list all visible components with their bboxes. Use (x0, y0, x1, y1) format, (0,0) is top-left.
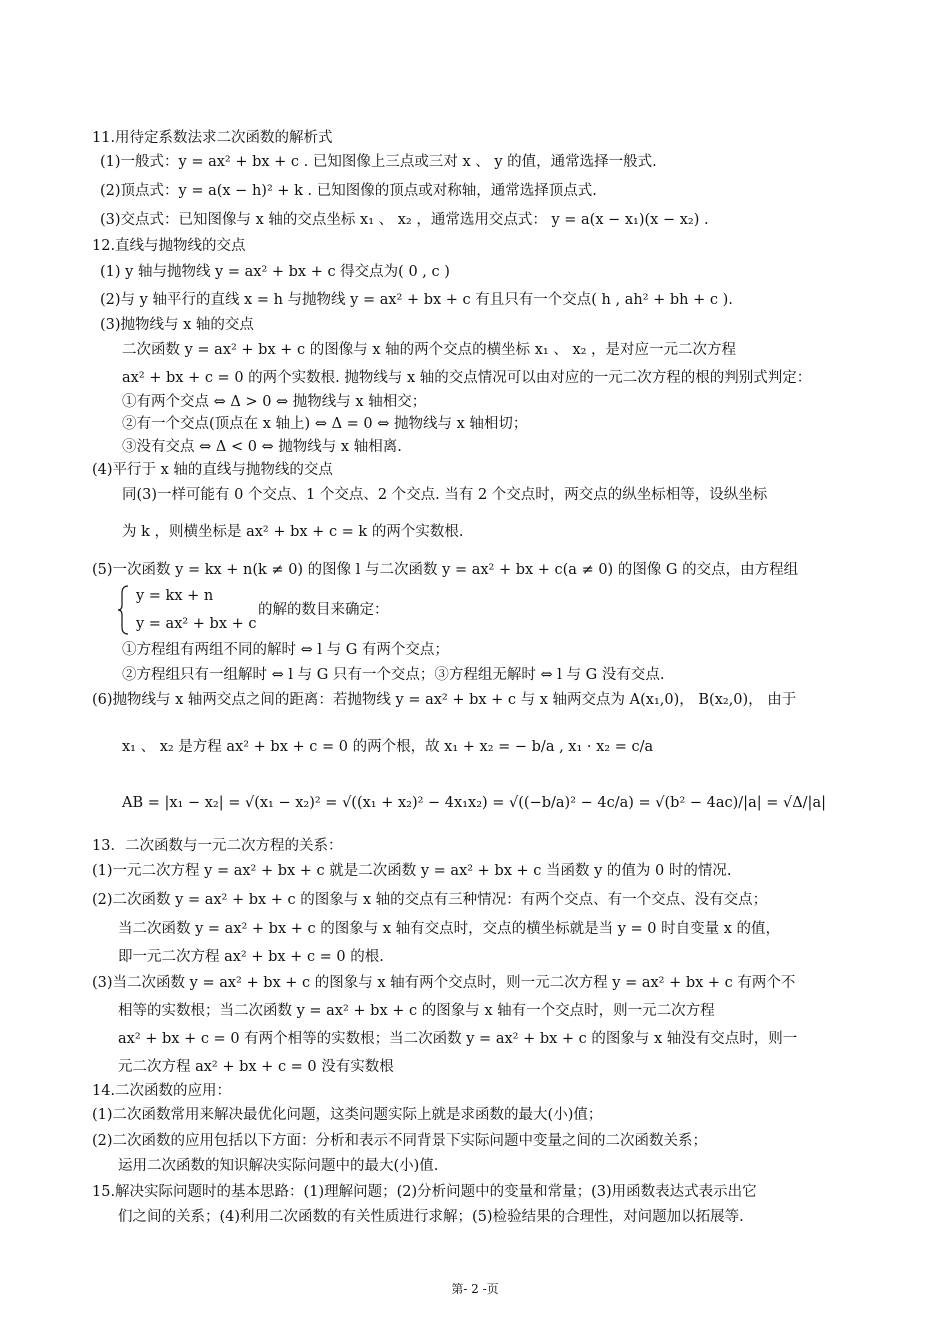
text-line-s12-6b: AB = |x₁ − x₂| = √(x₁ − x₂)² = √((x₁ + x₂)² − 4x₁x₂) = √((−b/a)² − 4c/a) = √(b² − 4ac)/|a| = √Δ/|a| (122, 795, 826, 811)
text-line-s12-4a: 同(3)一样可能有 0 个交点、1 个交点、2 个交点. 当有 2 个交点时，两交点的纵坐标相等，设纵坐标 (122, 487, 768, 503)
text-line-s13-3a: 相等的实数根；当二次函数 y = ax² + bx + c 的图象与 x 轴有一个交点时，则一元二次方程 (118, 1003, 715, 1019)
text-line-s12-3a: 二次函数 y = ax² + bx + c 的图像与 x 轴的两个交点的横坐标 x₁ 、 x₂ ，是对应一元二次方程 (122, 342, 737, 358)
system-brace (118, 585, 130, 635)
text-line-s12-5s2: y = ax² + bx + c (136, 616, 257, 632)
text-line-s13-3: (3)当二次函数 y = ax² + bx + c 的图象与 x 轴有两个交点时，则一元二次方程 y = ax² + bx + c 有两个不 (92, 975, 796, 991)
page-footer: 第- 2 -页 (451, 1282, 499, 1296)
text-line-s12-6: (6)抛物线与 x 轴两交点之间的距离：若抛物线 y = ax² + bx + c 与 x 轴两交点为 A(x₁,0)， B(x₂,0)， 由于 (92, 692, 797, 708)
text-line-s13: 13．二次函数与一元二次方程的关系： (92, 838, 343, 854)
text-line-s13-2a: 当二次函数 y = ax² + bx + c 的图象与 x 轴有交点时，交点的横坐标就是当 y = 0 时自变量 x 的值， (118, 921, 781, 937)
text-line-s11: 11.用待定系数法求二次函数的解析式 (92, 130, 333, 146)
text-line-s13-2: (2)二次函数 y = ax² + bx + c 的图象与 x 轴的交点有三种情况：有两个交点、有一个交点、没有交点； (92, 892, 768, 908)
text-line-s12-4: (4)平行于 x 轴的直线与抛物线的交点 (92, 462, 333, 478)
text-line-s12-1: (1) y 轴与抛物线 y = ax² + bx + c 得交点为( 0 , c ) (100, 264, 450, 280)
text-line-s12-6a: x₁ 、 x₂ 是方程 ax² + bx + c = 0 的两个根，故 x₁ + x₂ = − b/a , x₁ · x₂ = c/a (122, 739, 654, 755)
text-line-s14-1: (1)二次函数常用来解决最优化问题，这类问题实际上就是求函数的最大(小)值； (92, 1107, 603, 1123)
text-line-s13-2b: 即一元二次方程 ax² + bx + c = 0 的根. (118, 949, 384, 965)
text-line-s13-3b: ax² + bx + c = 0 有两个相等的实数根；当二次函数 y = ax² + bx + c 的图象与 x 轴没有交点时，则一 (118, 1031, 798, 1047)
text-line-s12-3d: ②有一个交点(顶点在 x 轴上) ⇔ Δ = 0 ⇔ 抛物线与 x 轴相切； (122, 416, 528, 432)
text-line-s12-2: (2)与 y 轴平行的直线 x = h 与抛物线 y = ax² + bx + c 有且只有一个交点( h , ah² + bh + c ). (100, 292, 733, 308)
text-line-s12-4b: 为 k ，则横坐标是 ax² + bx + c = k 的两个实数根. (122, 524, 464, 540)
text-line-s14: 14.二次函数的应用： (92, 1083, 232, 1099)
text-line-s14-2a: 运用二次函数的知识解决实际问题中的最大(小)值. (118, 1158, 439, 1174)
text-line-s12-3e: ③没有交点 ⇔ Δ < 0 ⇔ 抛物线与 x 轴相离. (122, 439, 402, 455)
text-line-s12: 12.直线与抛物线的交点 (92, 238, 246, 254)
text-line-s11-2: (2)顶点式：y = a(x − h)² + k . 已知图像的顶点或对称轴，通常选择顶点式. (100, 183, 597, 199)
text-line-s11-3: (3)交点式：已知图像与 x 轴的交点坐标 x₁ 、 x₂ ，通常选用交点式： y = a(x − x₁)(x − x₂) . (100, 212, 709, 228)
text-line-s12-3: (3)抛物线与 x 轴的交点 (100, 317, 254, 333)
text-line-s14-2: (2)二次函数的应用包括以下方面：分析和表示不同背景下实际问题中变量之间的二次函数关系； (92, 1133, 708, 1149)
text-line-s13-1: (1)一元二次方程 y = ax² + bx + c 就是二次函数 y = ax² + bx + c 当函数 y 的值为 0 时的情况. (92, 863, 732, 879)
text-line-s12-3c: ①有两个交点 ⇔ Δ > 0 ⇔ 抛物线与 x 轴相交； (122, 394, 427, 410)
text-line-s12-5s1: y = kx + n (136, 588, 214, 604)
text-line-s13-3c: 元二次方程 ax² + bx + c = 0 没有实数根 (118, 1059, 394, 1075)
text-line-s12-5: (5)一次函数 y = kx + n(k ≠ 0) 的图像 l 与二次函数 y = ax² + bx + c(a ≠ 0) 的图像 G 的交点，由方程组 (92, 562, 799, 578)
text-line-s11-1: (1)一般式：y = ax² + bx + c . 已知图像上三点或三对 x 、 y 的值，通常选择一般式. (100, 154, 657, 170)
text-line-s15: 15.解决实际问题时的基本思路：(1)理解问题；(2)分析问题中的变量和常量；(3)用函数表达式表示出它 (92, 1184, 757, 1200)
text-line-s12-5m: 的解的数目来确定： (258, 602, 389, 618)
text-line-s15a: 们之间的关系；(4)利用二次函数的有关性质进行求解；(5)检验结果的合理性，对问题加以拓展等. (118, 1209, 744, 1225)
text-line-s12-5a: ①方程组有两组不同的解时 ⇔ l 与 G 有两个交点； (122, 642, 449, 658)
text-line-s12-5b: ②方程组只有一组解时 ⇔ l 与 G 只有一个交点；③方程组无解时 ⇔ l 与 G 没有交点. (122, 667, 665, 683)
text-line-s12-3b: ax² + bx + c = 0 的两个实数根. 抛物线与 x 轴的交点情况可以由对应的一元二次方程的根的判别式判定： (122, 370, 812, 386)
